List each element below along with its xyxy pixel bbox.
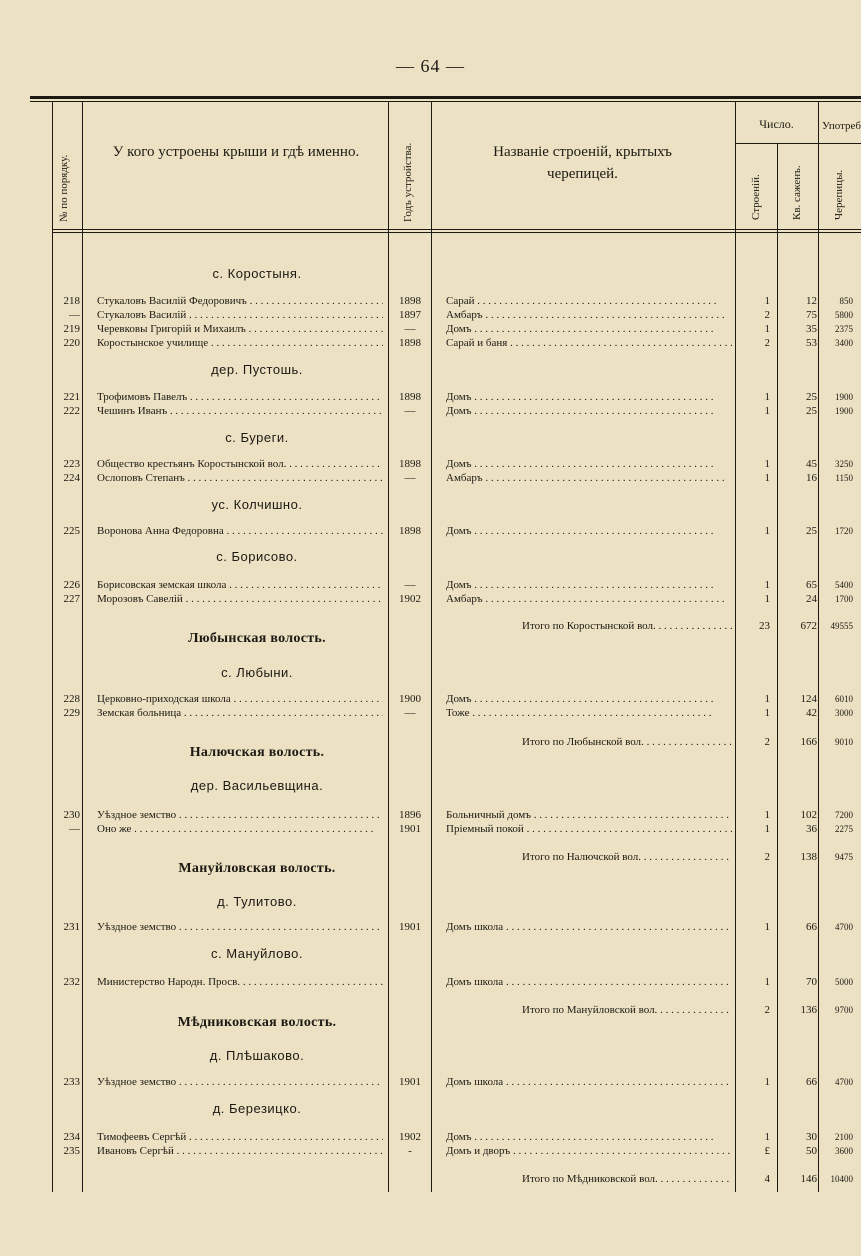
row-tiles: 3250 [835,459,853,469]
row-number: — [69,823,80,835]
row-owner: Ослоповъ Степанъ . . . [97,471,383,485]
row-tiles: 3000 [835,708,853,718]
row-owner: Черевковы Григорій и Михаилъ . . . [97,322,383,336]
row-building: Амбаръ . . . [446,471,732,485]
table-row [0,294,861,308]
row-area: 102 [800,809,817,821]
header-count-group: Число. [759,117,794,131]
header-bottom-rule-2 [52,232,861,233]
row-owner: Воронова Анна Федоровна . . . [97,524,383,538]
row-number: — [69,309,80,321]
row-count: 1 [764,295,770,307]
row-number: 223 [63,458,80,470]
table-row [0,578,861,592]
row-year: 1898 [399,295,421,307]
row-area: 66 [806,1076,817,1088]
row-building: Домъ и дворъ . . . [446,1144,732,1158]
village-heading: дер. Пустошь. [211,362,303,377]
header-col-count: Строеній. [750,174,762,220]
row-area: 12 [806,295,817,307]
row-owner: Церковно-приходская школа . . . [97,692,383,706]
row-count: 2 [764,337,770,349]
row-tiles: 1700 [835,594,853,604]
row-number: 227 [63,593,80,605]
page-number: — 64 — [396,56,465,76]
row-building: Амбаръ . . . [446,592,732,606]
total-row [0,735,861,749]
row-year: 1901 [399,823,421,835]
row-building: Домъ . . . [446,578,732,592]
total-area: 672 [800,620,817,632]
grid-line [818,102,819,1192]
row-owner: Чешинъ Иванъ . . . [97,404,383,418]
row-tiles: 5000 [835,977,853,987]
row-number: 222 [63,405,80,417]
grid-line [735,102,736,1192]
village-heading: с. Борисово. [216,549,298,564]
row-area: 25 [806,525,817,537]
table-row [0,692,861,706]
total-tiles: 9700 [835,1005,853,1015]
row-number: 229 [63,707,80,719]
total-area: 138 [800,851,817,863]
total-label: Итого по Коростынской вол. . . . [522,619,732,633]
row-area: 70 [806,976,817,988]
total-row [0,850,861,864]
table-row [0,457,861,471]
table-row [0,822,861,836]
row-building: Тоже . . . [446,706,732,720]
row-year: 1897 [399,309,421,321]
table-row [0,471,861,485]
row-number: 221 [63,391,80,403]
table-row [0,404,861,418]
row-area: 42 [806,707,817,719]
row-owner: Земская больница . . . [97,706,383,720]
row-area: 66 [806,921,817,933]
row-year: 1902 [399,593,421,605]
total-row [0,1172,861,1186]
total-tiles: 10400 [830,1174,853,1184]
village-heading: д. Березицко. [212,1101,302,1116]
header-col-year: Годъ устройства. [402,142,414,222]
row-owner: Общество крестьянъ Коростынской вол. . . . [97,457,383,471]
total-tiles: 49555 [830,621,853,631]
row-number: 226 [63,579,80,591]
row-year: — [404,707,416,719]
table-row [0,592,861,606]
row-area: 124 [800,693,817,705]
header-col-num: № по порядку. [58,154,70,222]
row-tiles: 1900 [835,406,853,416]
row-area: 24 [806,593,817,605]
volost-heading: Мануйловская волость. [178,861,336,876]
header-subrule [735,143,861,144]
village-heading: ус. Колчишно. [211,497,303,512]
row-building: Домъ . . . [446,322,732,336]
header-bottom-rule [52,229,861,230]
row-building: Домъ . . . [446,1130,732,1144]
row-year: 1901 [399,1076,421,1088]
table-row [0,1144,861,1158]
row-area: 36 [806,823,817,835]
header-col-tiles: Черепицы. [833,169,845,220]
row-count: 1 [764,579,770,591]
row-number: 234 [63,1131,80,1143]
village-heading: с. Мануйлово. [211,946,303,961]
row-owner: Тимофеевъ Сергѣй . . . [97,1130,383,1144]
row-area: 25 [806,391,817,403]
row-building: Амбаръ . . . [446,308,732,322]
row-count: 1 [764,525,770,537]
volost-heading: Любынская волость. [188,631,326,646]
table-row [0,308,861,322]
row-number: 230 [63,809,80,821]
row-tiles: 4700 [835,1077,853,1087]
row-number: 225 [63,525,80,537]
total-count: 4 [764,1173,770,1185]
total-tiles: 9010 [835,737,853,747]
row-count: £ [764,1145,770,1157]
row-area: 25 [806,405,817,417]
row-count: 1 [764,458,770,470]
row-owner: Уѣздное земство . . . [97,1075,383,1089]
row-number: 224 [63,472,80,484]
row-count: 1 [764,1076,770,1088]
total-area: 136 [800,1004,817,1016]
table-row [0,1130,861,1144]
row-owner: Борисовская земская школа . . . [97,578,383,592]
table-row [0,390,861,404]
row-year: — [404,579,416,591]
row-tiles: 2275 [835,824,853,834]
row-count: 1 [764,693,770,705]
village-heading: с. Коростыня. [212,266,302,281]
row-area: 75 [806,309,817,321]
village-heading: с. Буреги. [225,430,289,445]
volost-heading: Налючская волость. [189,745,325,760]
row-number: 232 [63,976,80,988]
total-count: 23 [759,620,770,632]
row-owner: Морозовъ Савелій . . . [97,592,383,606]
row-area: 65 [806,579,817,591]
total-label: Итого по Мѣдниковской вол. . . . [522,1172,732,1186]
row-count: 1 [764,921,770,933]
row-area: 30 [806,1131,817,1143]
row-count: 1 [764,323,770,335]
header-col-owner: У кого устроены крыши и гдѣ именно. [112,144,360,160]
table-row [0,975,861,989]
row-building: Сарай и баня . . . [446,336,732,350]
row-owner: Трофимовъ Павелъ . . . [97,390,383,404]
village-heading: д. Тулитово. [217,894,297,909]
row-year: 1902 [399,1131,421,1143]
row-year: 1898 [399,525,421,537]
village-heading: д. Плѣшаково. [209,1048,305,1063]
row-building: Домъ школа . . . [446,1075,732,1089]
row-year: 1900 [399,693,421,705]
total-row [0,1003,861,1017]
row-owner: Коростынское училище . . . [97,336,383,350]
row-year: 1896 [399,809,421,821]
row-count: 1 [764,472,770,484]
row-count: 1 [764,809,770,821]
row-number: 231 [63,921,80,933]
total-tiles: 9475 [835,852,853,862]
row-number: 233 [63,1076,80,1088]
row-tiles: 3400 [835,338,853,348]
row-year: - [408,1145,412,1157]
row-area: 35 [806,323,817,335]
table-row [0,808,861,822]
total-label: Итого по Любынской вол. . . . [522,735,732,749]
row-building: Домъ . . . [446,390,732,404]
row-number: 228 [63,693,80,705]
row-year: 1898 [399,458,421,470]
row-count: 1 [764,391,770,403]
row-year: 1898 [399,391,421,403]
row-tiles: 3600 [835,1146,853,1156]
row-tiles: 2100 [835,1132,853,1142]
row-count: 1 [764,1131,770,1143]
row-count: 1 [764,405,770,417]
row-tiles: 7200 [835,810,853,820]
row-number: 218 [63,295,80,307]
row-count: 1 [764,593,770,605]
row-count: 2 [764,309,770,321]
row-building: Домъ . . . [446,692,732,706]
table-row [0,706,861,720]
header-used-group: Употреб [822,120,861,132]
row-count: 1 [764,823,770,835]
total-row [0,619,861,633]
row-area: 53 [806,337,817,349]
row-tiles: 1720 [835,526,853,536]
row-owner: Оно же . . . [97,822,383,836]
village-heading: с. Любыни. [221,665,293,680]
top-rule-thin [30,101,861,102]
row-tiles: 1900 [835,392,853,402]
total-label: Итого по Налючской вол. . . . [522,850,732,864]
row-owner: Уѣздное земство . . . [97,920,383,934]
row-count: 1 [764,707,770,719]
row-tiles: 2375 [835,324,853,334]
row-area: 16 [806,472,817,484]
header-col-building: Названіе строеній, крытыхъ черепицей. [493,144,672,182]
table-row [0,920,861,934]
row-building: Больничный домъ . . . [446,808,732,822]
row-owner: Стукаловъ Василій . . . [97,308,383,322]
grid-line [52,102,53,1192]
row-number: 235 [63,1145,80,1157]
row-year: — [404,472,416,484]
table-row [0,336,861,350]
total-label: Итого по Мануйловской вол. . . . [522,1003,732,1017]
row-count: 1 [764,976,770,988]
row-number: 219 [63,323,80,335]
top-rule [30,96,861,99]
total-count: 2 [764,851,770,863]
row-tiles: 5400 [835,580,853,590]
row-number: 220 [63,337,80,349]
row-tiles: 850 [839,296,853,306]
row-building: Сарай . . . [446,294,732,308]
row-owner: Ивановъ Сергѣй . . . [97,1144,383,1158]
total-count: 2 [764,736,770,748]
row-tiles: 6010 [835,694,853,704]
row-year: 1898 [399,337,421,349]
total-count: 2 [764,1004,770,1016]
row-building: Пріемный покой . . . [446,822,732,836]
total-area: 166 [800,736,817,748]
village-heading: дер. Васильевщина. [190,778,324,793]
table-row [0,524,861,538]
table-row [0,1075,861,1089]
volost-heading: Мѣдниковская волость. [177,1015,337,1030]
row-building: Домъ . . . [446,457,732,471]
row-tiles: 4700 [835,922,853,932]
row-building: Домъ школа . . . [446,920,732,934]
row-year: — [404,405,416,417]
row-building: Домъ . . . [446,524,732,538]
row-owner: Министерство Народн. Просв. . . . [97,975,383,989]
table-row [0,322,861,336]
row-owner: Уѣздное земство . . . [97,808,383,822]
row-area: 45 [806,458,817,470]
row-year: — [404,323,416,335]
row-tiles: 5800 [835,310,853,320]
row-owner: Стукаловъ Василій Федоровичъ . . . [97,294,383,308]
row-area: 50 [806,1145,817,1157]
row-tiles: 1150 [835,473,853,483]
row-building: Домъ школа . . . [446,975,732,989]
total-area: 146 [800,1173,817,1185]
header-col-area: Кв. саженъ. [791,165,803,220]
row-building: Домъ . . . [446,404,732,418]
row-year: 1901 [399,921,421,933]
